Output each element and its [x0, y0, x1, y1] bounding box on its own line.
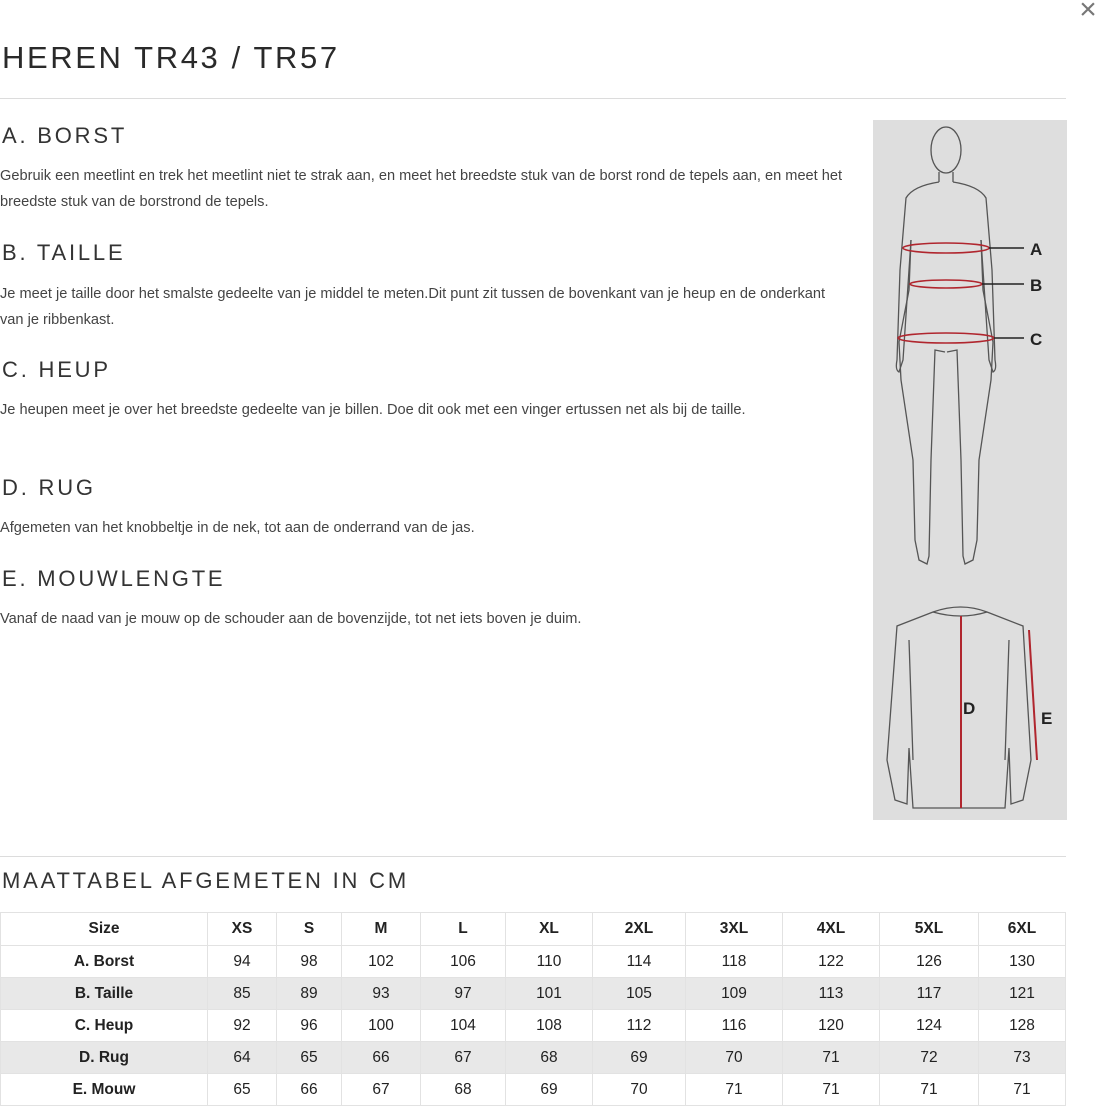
body-measure-lines — [898, 243, 994, 343]
table-cell: 108 — [506, 1010, 593, 1042]
table-cell: 116 — [686, 1010, 783, 1042]
section-text-rug: Afgemeten van het knobbeltje in de nek, tot aan de onderrand van de jas. — [0, 520, 475, 536]
measurement-illustration — [873, 120, 1067, 820]
section-text-taille: Je meet je taille door het smalste gedeelte van je middel te meten.Dit punt zit tussen de bovenkant van je heup en de onderkant van je ribbenkast. — [0, 286, 826, 328]
table-cell: 71 — [783, 1074, 880, 1106]
row-label: B. Taille — [1, 978, 208, 1010]
table-cell: 105 — [593, 978, 686, 1010]
section-text-heup: Je heupen meet je over het breedste gedeelte van je billen. Doe dit ook met een vinger ertussen net als bij de taille. — [0, 402, 746, 418]
header-6xl: 6XL — [979, 913, 1066, 946]
row-label: E. Mouw — [1, 1074, 208, 1106]
table-cell: 71 — [880, 1074, 979, 1106]
close-icon[interactable]: × — [1079, 0, 1097, 26]
table-cell: 100 — [342, 1010, 421, 1042]
page-title: HEREN TR43 / TR57 — [2, 40, 340, 75]
table-cell: 96 — [277, 1010, 342, 1042]
table-cell: 122 — [783, 946, 880, 978]
table-cell: 104 — [421, 1010, 506, 1042]
label-e: E — [1041, 709, 1053, 728]
table-cell: 71 — [979, 1074, 1066, 1106]
body-silhouette — [896, 127, 995, 564]
header-s: S — [277, 913, 342, 946]
table-cell: 118 — [686, 946, 783, 978]
table-cell: 110 — [506, 946, 593, 978]
table-cell: 109 — [686, 978, 783, 1010]
table-cell: 98 — [277, 946, 342, 978]
table-cell: 101 — [506, 978, 593, 1010]
header-2xl: 2XL — [593, 913, 686, 946]
table-cell: 66 — [277, 1074, 342, 1106]
table-cell: 112 — [593, 1010, 686, 1042]
section-heading-taille: B. TAILLE — [2, 240, 126, 265]
table-cell: 92 — [208, 1010, 277, 1042]
table-cell: 124 — [880, 1010, 979, 1042]
row-label: A. Borst — [1, 946, 208, 978]
table-cell: 97 — [421, 978, 506, 1010]
table-row — [1, 946, 1066, 978]
table-cell: 71 — [783, 1042, 880, 1074]
label-d: D — [963, 699, 976, 718]
table-cell: 85 — [208, 978, 277, 1010]
table-cell: 72 — [880, 1042, 979, 1074]
row-label: C. Heup — [1, 1010, 208, 1042]
size-table-header-row — [1, 913, 1066, 946]
header-m: M — [342, 913, 421, 946]
measurement-figure-svg — [873, 120, 1067, 820]
table-cell: 89 — [277, 978, 342, 1010]
label-a: A — [1030, 240, 1043, 259]
table-cell: 113 — [783, 978, 880, 1010]
section-heading-rug: D. RUG — [2, 475, 96, 500]
table-cell: 114 — [593, 946, 686, 978]
section-heading-heup: C. HEUP — [2, 357, 111, 382]
table-cell: 67 — [342, 1074, 421, 1106]
row-label: D. Rug — [1, 1042, 208, 1074]
table-cell: 64 — [208, 1042, 277, 1074]
header-size: Size — [1, 913, 208, 946]
header-xl: XL — [506, 913, 593, 946]
body-pointer-lines — [982, 248, 1024, 338]
table-row — [1, 1042, 1066, 1074]
table-cell: 65 — [208, 1074, 277, 1106]
jacket-outline — [887, 607, 1031, 808]
table-cell: 126 — [880, 946, 979, 978]
table-cell: 70 — [593, 1074, 686, 1106]
table-row — [1, 978, 1066, 1010]
header-l: L — [421, 913, 506, 946]
size-table-title: MAATTABEL AFGEMETEN IN CM — [2, 868, 409, 893]
header-xs: XS — [208, 913, 277, 946]
table-cell: 120 — [783, 1010, 880, 1042]
label-c: C — [1030, 330, 1043, 349]
header-4xl: 4XL — [783, 913, 880, 946]
header-5xl: 5XL — [880, 913, 979, 946]
size-table — [0, 912, 1066, 1106]
table-cell: 71 — [686, 1074, 783, 1106]
table-cell: 117 — [880, 978, 979, 1010]
table-divider — [0, 856, 1066, 857]
table-cell: 66 — [342, 1042, 421, 1074]
title-divider — [0, 98, 1066, 99]
table-cell: 106 — [421, 946, 506, 978]
table-cell: 65 — [277, 1042, 342, 1074]
table-cell: 67 — [421, 1042, 506, 1074]
table-cell: 69 — [593, 1042, 686, 1074]
table-cell: 73 — [979, 1042, 1066, 1074]
table-cell: 130 — [979, 946, 1066, 978]
table-cell: 128 — [979, 1010, 1066, 1042]
table-cell: 69 — [506, 1074, 593, 1106]
table-row — [1, 1010, 1066, 1042]
table-cell: 121 — [979, 978, 1066, 1010]
section-text-mouwlengte: Vanaf de naad van je mouw op de schouder aan de bovenzijde, tot net iets boven je duim. — [0, 611, 582, 627]
table-row — [1, 1074, 1066, 1106]
section-heading-borst: A. BORST — [2, 123, 128, 148]
table-cell: 94 — [208, 946, 277, 978]
label-b: B — [1030, 276, 1043, 295]
table-cell: 102 — [342, 946, 421, 978]
table-cell: 68 — [506, 1042, 593, 1074]
section-heading-mouwlengte: E. MOUWLENGTE — [2, 566, 226, 591]
header-3xl: 3XL — [686, 913, 783, 946]
table-cell: 70 — [686, 1042, 783, 1074]
section-text-borst: Gebruik een meetlint en trek het meetlint niet te strak aan, en meet het breedste stuk van de borst rond de tepels aan, en meet het breedste stuk van de borstrond de tepels. — [0, 168, 843, 210]
table-cell: 68 — [421, 1074, 506, 1106]
table-cell: 93 — [342, 978, 421, 1010]
